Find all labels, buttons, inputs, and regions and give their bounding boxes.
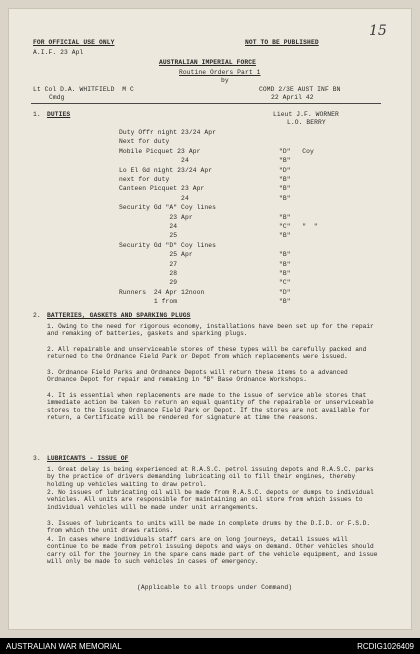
duty-row-label: Runners 24 Apr 12noon (119, 288, 205, 296)
orders-by: by (221, 77, 229, 84)
duty-row-assignee: "B" (279, 213, 291, 221)
duty-row-assignee: "B" (279, 298, 291, 306)
footer-id: RCDIG1026409 (357, 642, 414, 651)
duty-row-label: Security Gd "D" Coy lines (119, 241, 216, 249)
header-rule (31, 103, 381, 104)
duty-row-label: Mobile Picquet 23 Apr (119, 147, 201, 155)
section3-note: (Applicable to all troops under Command) (137, 584, 293, 591)
section1-role-header: Lieut J.F. WORNER (273, 111, 339, 118)
section1-title: DUTIES (47, 111, 71, 118)
duty-row-assignee: "B" (279, 157, 291, 165)
duty-row-label: 24 (119, 157, 189, 165)
section2-number: 2. (33, 312, 41, 319)
duty-row-label: 29 (119, 279, 178, 287)
duty-row-assignee: "C" " " (279, 223, 318, 230)
duty-row-assignee: "C" (279, 279, 291, 287)
duty-row-label: Canteen Picquet 23 Apr (119, 185, 205, 193)
unit-date: 22 April 42 (271, 94, 314, 101)
section1-number: 1. (33, 111, 41, 118)
duty-row-label: Next for duty (119, 138, 170, 146)
footer-source: AUSTRALIAN WAR MEMORIAL (6, 642, 122, 651)
duty-row-assignee: "B" (279, 270, 291, 277)
officer-sub: Cmdg (49, 94, 65, 101)
duty-row-label: 24 (119, 194, 189, 202)
orders-title: Routine Orders Part 1 (179, 69, 261, 76)
duty-row-label: Security Gd "A" Coy lines (119, 204, 216, 212)
duty-row-assignee: "D" Coy (279, 147, 314, 155)
section2-para-1: 1. Owing to the need for rigorous economy, installations have been set up for the repair and remaking of batteries, gaskets and sparking plugs. (47, 323, 374, 338)
section1-role-sub: L.O. BERRY (287, 119, 326, 126)
section3-title: LUBRICANTS - ISSUE OF (47, 455, 129, 462)
section3-para-3: 3. Issues of lubricants to units will be made in complete drums by the D.I.D. or F.S.D. from which the unit draws rations. (47, 520, 371, 535)
section3-para-2: 2. No issues of lubricating oil will be made from R.A.S.C. depots or dumps to individual vehicles. All units are responsible for maintaining an oil store from which issues to individual vehicles will be made under unit arrangements. (47, 489, 374, 511)
duty-row-label: Duty Offr night 23/24 Apr (119, 129, 216, 136)
duty-row-label: 27 (119, 260, 178, 268)
section2-para-2: 2. All repairable and unserviceable stores of these types will be carefully packed and returned to the Ordnance Field Park or Depot from which replacements were issued. (47, 346, 367, 361)
section2-para-3: 3. Ordnance Field Parks and Ordnance Depots will return these items to a advanced Ordnance Depot for repair and remaking in "B" Base Ordnance Workshops. (47, 369, 348, 384)
section3-number: 3. (33, 455, 41, 462)
duty-row-label: 23 Apr (119, 213, 193, 221)
duty-row-assignee: "B" (279, 176, 291, 183)
duty-row-assignee: "D" (279, 166, 291, 174)
duty-row-assignee: "B" (279, 251, 291, 259)
footer-bar (0, 638, 420, 654)
duty-row-label: 25 (119, 232, 178, 240)
force-title: AUSTRALIAN IMPERIAL FORCE (159, 59, 256, 66)
unit-name: COMD 2/3E AUST INF BN (259, 86, 341, 93)
classification-right: NOT TO BE PUBLISHED (245, 39, 319, 46)
section2-para-4: 4. It is essential when replacements are made to the issue of service able stores that immediate action be taken to return an equal quantity of the repairable or unserviceable stores to the Issuing Ordnance Field Park or Depot. If the stores are not available for return, a Certificate will be rendered for signature at time the reasons. (47, 392, 374, 422)
date-line: A.I.F. 23 Apl (33, 49, 84, 56)
duty-row-assignee: "B" (279, 194, 291, 202)
duty-row-assignee: "B" (279, 260, 291, 268)
duty-row-assignee: "B" (279, 185, 291, 193)
page-number: 15 (369, 23, 387, 39)
section3-para-4: 4. In cases where individuals staff cars are on long journeys, detail issues will continue to be made from petrol issuing depots and ways on demand. Other vehicles should carry oil for the journey in the spare cans made part of the vehicle equipment, and issue will only be made to such vehicles in cases of emergency. (47, 536, 378, 566)
section3-para-1: 1. Great delay is being experienced at R.A.S.C. petrol issuing depots and R.A.S.C. parks by the practice of drivers demanding lubricating oil to fill their engines, thereby holding up vehicles waiting to draw petrol. (47, 466, 374, 488)
duty-row-assignee: "B" (279, 232, 291, 240)
duty-row-label: next for duty (119, 176, 170, 183)
officer-name: Lt Col D.A. WHITFIELD M C (33, 86, 134, 93)
document-page (9, 9, 411, 629)
duty-row-label: 24 (119, 223, 178, 230)
section2-title: BATTERIES, GASKETS AND SPARKING PLUGS (47, 312, 191, 319)
duty-row-label: Lo El Gd night 23/24 Apr (119, 166, 213, 174)
duty-row-label: 25 Apr (119, 251, 193, 259)
duty-row-label: 28 (119, 270, 178, 277)
duty-row-label: 1 from (119, 298, 178, 306)
classification-left: FOR OFFICIAL USE ONLY (33, 39, 115, 46)
duty-row-assignee: "D" (279, 288, 291, 296)
